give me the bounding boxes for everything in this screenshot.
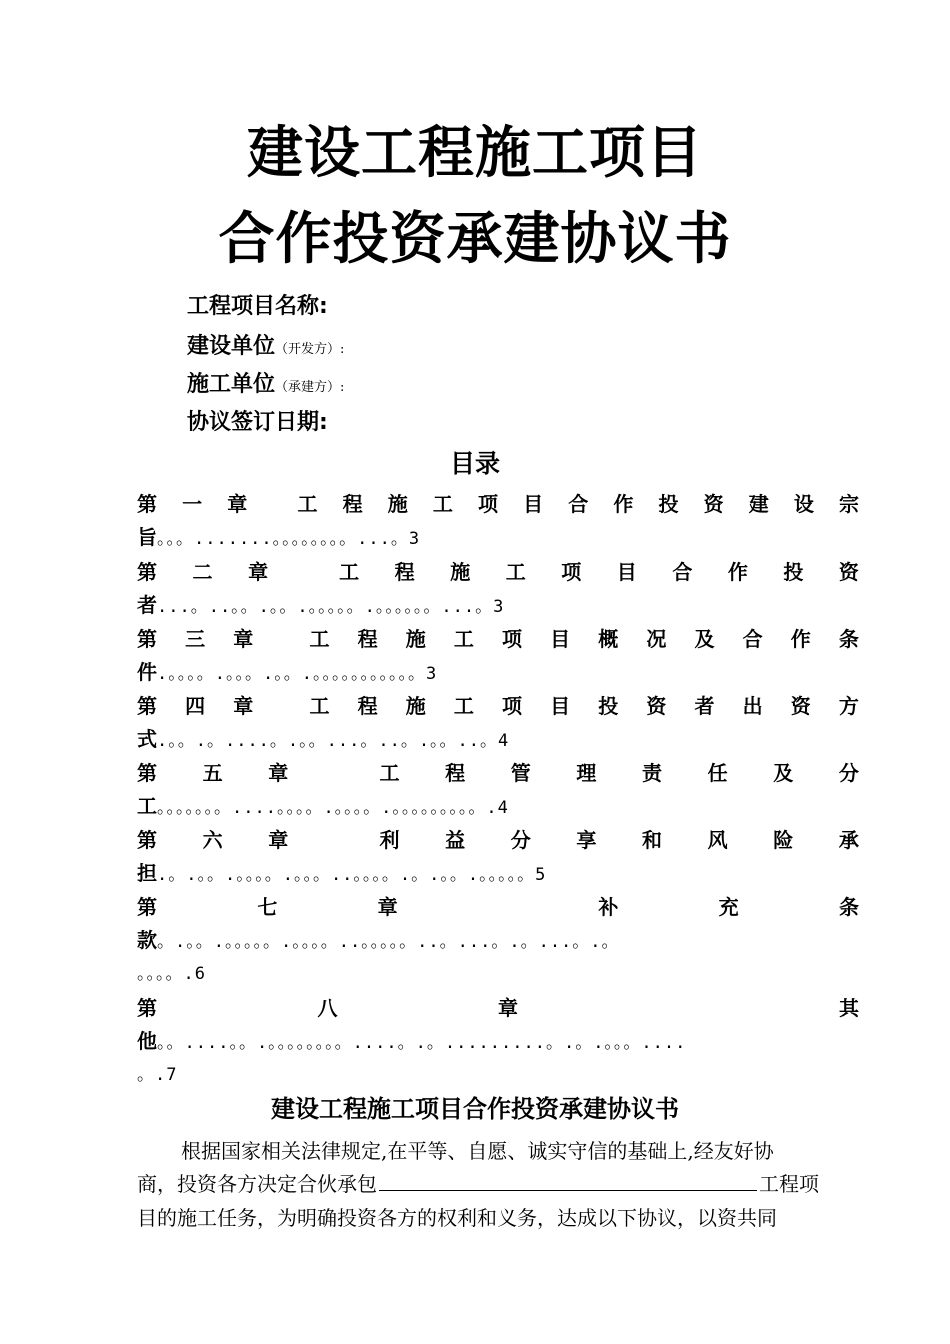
toc-entry-title (137, 993, 859, 1023)
toc-dots-and-page: 。。。。.6 (137, 964, 206, 984)
toc-title-char: 概 (598, 627, 619, 651)
toc-title-char: 程 (357, 694, 378, 718)
contractor-label (187, 370, 344, 403)
toc-entry-lead-char: 款 (137, 928, 157, 952)
toc-entry-title (137, 892, 859, 922)
toc-title-char: 第 (137, 560, 157, 584)
toc-title-char: 第 (137, 996, 157, 1020)
toc-entry-leader (137, 925, 859, 955)
document-heading: 建设工程施工项目合作投资承建协议书 (271, 1095, 679, 1123)
toc-entry-title (137, 825, 859, 855)
project-name-label (187, 292, 328, 322)
toc-entry-title (137, 557, 859, 587)
toc-title-char: 理 (576, 761, 597, 785)
toc-title-char: 责 (642, 761, 662, 785)
toc-title-char: 目 (523, 492, 544, 516)
toc-title-char: 作 (727, 560, 748, 584)
toc-title-char: 条 (838, 627, 859, 651)
toc-entry-lead-char: 者 (137, 593, 157, 617)
toc-entry-leader (137, 959, 859, 989)
toc-title-char: 第 (137, 492, 157, 516)
toc-title-char: 者 (694, 694, 715, 718)
toc-title-char: 施 (387, 492, 408, 516)
toc-title-char: 享 (576, 828, 597, 852)
toc-title-char: 施 (405, 627, 426, 651)
toc-title-char: 及 (694, 627, 715, 651)
toc-title-char: 施 (405, 694, 426, 718)
toc-dots-and-page: .。.。。.。。。。.。。。..。。。。.。.。。.。。。。。5 (157, 865, 547, 885)
toc-entry-leader (137, 1026, 859, 1056)
toc-title-char: 投 (658, 492, 679, 516)
toc-title-char: 合 (742, 627, 763, 651)
toc-entry-leader (137, 791, 859, 821)
contractor-note: （承建方）: (275, 380, 345, 395)
toc-dots-and-page: ...。..。。.。。.。。。。。.。。。。。。...。3 (157, 597, 505, 617)
toc-title-char: 八 (317, 996, 338, 1020)
toc-title-char: 资 (838, 560, 859, 584)
builder-label-text: 建设单位 (187, 334, 276, 359)
toc-title-char: 章 (233, 694, 254, 718)
toc-dots-and-page: 。。。。。。。....。。。。.。。。。.。。。。。。。。。.4 (157, 798, 509, 818)
toc-title-char: 工 (297, 492, 318, 516)
toc-title-char: 施 (450, 560, 471, 584)
toc-title-char: 益 (445, 828, 466, 852)
toc-title-char: 投 (783, 560, 804, 584)
toc-title-char: 目 (616, 560, 637, 584)
document-title-line-2: 合作投资承建协议书 (218, 207, 732, 272)
toc-title-char: 投 (598, 694, 619, 718)
toc-heading: 目录 (449, 449, 500, 478)
toc-title-char: 章 (248, 560, 269, 584)
toc-title-char: 工 (339, 560, 360, 584)
toc-entry-lead-char: 件 (137, 660, 157, 684)
toc-title-char: 程 (445, 761, 466, 785)
toc-title-char: 建 (748, 492, 769, 516)
toc-title-char: 承 (838, 828, 859, 852)
toc-title-char: 险 (773, 828, 794, 852)
toc-title-char: 合 (568, 492, 589, 516)
toc-title-char: 项 (561, 560, 582, 584)
paragraph-line-3: 目的施工任务，为明确投资各方的权利和义务，达成以下协议，以资共同 (137, 1206, 777, 1230)
toc-title-char: 其 (839, 996, 859, 1020)
toc-title-char: 充 (718, 895, 739, 919)
toc-title-char: 分 (510, 828, 531, 852)
document-title-line-1: 建设工程施工项目 (247, 121, 703, 186)
toc-title-char: 章 (227, 492, 248, 516)
toc-title-char: 二 (192, 560, 213, 584)
toc-dots-and-page: .。。。。.。。。.。。.。。。。。。。。。。。3 (157, 664, 438, 684)
toc-dots-and-page: 。。....。。.。。。。。。。。....。.。.........。.。.。。。.... (157, 1033, 687, 1053)
toc-entry-lead-char: 式 (137, 727, 157, 751)
toc-title-char: 工 (453, 627, 474, 651)
toc-title-char: 程 (394, 560, 415, 584)
builder-label (187, 332, 344, 365)
toc-entry-lead-char: 担 (137, 861, 157, 885)
builder-note: （开发方）: (275, 342, 345, 357)
toc-title-char: 补 (598, 895, 619, 919)
toc-title-char: 章 (498, 996, 518, 1020)
toc-title-char: 项 (502, 627, 522, 651)
toc-title-char: 工 (505, 560, 526, 584)
toc-title-char: 分 (838, 761, 859, 785)
toc-entry-lead-char: 旨 (137, 525, 157, 549)
toc-title-char: 项 (502, 694, 522, 718)
toc-entry-leader (137, 590, 859, 620)
toc-title-char: 第 (137, 694, 157, 718)
toc-title-char: 出 (742, 694, 763, 718)
toc-title-char: 资 (703, 492, 724, 516)
toc-title-char: 三 (185, 627, 206, 651)
toc-title-char: 四 (185, 694, 206, 718)
toc-entry-leader (137, 858, 859, 888)
toc-title-char: 作 (613, 492, 634, 516)
toc-title-char: 工 (453, 694, 474, 718)
toc-title-char: 利 (379, 828, 400, 852)
sign-date-label (187, 408, 328, 438)
toc-entry-leader (137, 724, 859, 754)
paragraph-line-2 (137, 1166, 859, 1202)
toc-title-char: 工 (309, 694, 330, 718)
toc-entry-title (137, 624, 859, 654)
toc-title-char: 设 (793, 492, 814, 516)
paragraph-line-2-end: 工程项 (759, 1172, 819, 1196)
paragraph-line-1: 根据国家相关法律规定,在平等、自愿、诚实守信的基础上,经友好协 (181, 1139, 774, 1163)
toc-title-char: 管 (510, 761, 531, 785)
toc-title-char: 第 (137, 828, 157, 852)
toc-title-char: 章 (268, 828, 289, 852)
toc-title-char: 第 (137, 895, 157, 919)
toc-title-char: 宗 (839, 492, 859, 516)
toc-title-char: 程 (357, 627, 378, 651)
toc-title-char: 目 (550, 694, 571, 718)
toc-entry-title (137, 691, 859, 721)
toc-dots-and-page: .。。.。....。.。。...。..。.。。..。4 (157, 731, 510, 751)
toc-entry-title (137, 489, 859, 519)
project-name-label-text: 工程项目名称: (187, 294, 328, 319)
toc-title-char: 六 (202, 828, 223, 852)
toc-title-char: 章 (268, 761, 289, 785)
toc-dots-and-page: 。。。.......。。。。。。。。...。3 (157, 529, 421, 549)
toc-title-char: 方 (838, 694, 859, 718)
toc-entry-title (137, 758, 859, 788)
toc-title-char: 资 (646, 694, 667, 718)
toc-title-char: 目 (550, 627, 571, 651)
toc-dots-and-page: 。.。。.。。。。。.。。。。..。。。。。..。...。.。...。.。 (157, 932, 620, 952)
toc-entry-lead-char: 工 (137, 794, 157, 818)
toc-dots-and-page: 。.7 (137, 1065, 178, 1085)
toc-title-char: 第 (137, 761, 157, 785)
contractor-label-text: 施工单位 (187, 372, 276, 397)
toc-title-char: 及 (773, 761, 794, 785)
toc-entry-leader (137, 657, 859, 687)
toc-title-char: 合 (672, 560, 693, 584)
toc-title-char: 七 (257, 895, 278, 919)
toc-title-char: 工 (309, 627, 330, 651)
toc-title-char: 一 (182, 492, 203, 516)
toc-title-char: 条 (838, 895, 859, 919)
toc-title-char: 任 (707, 761, 728, 785)
toc-title-char: 五 (202, 761, 223, 785)
toc-title-char: 章 (233, 627, 254, 651)
toc-title-char: 况 (646, 627, 667, 651)
toc-title-char: 工 (379, 761, 400, 785)
sign-date-label-text: 协议签订日期: (187, 410, 328, 435)
paragraph-line-2-start: 商，投资各方决定合伙承包 (137, 1172, 377, 1196)
toc-title-char: 工 (432, 492, 453, 516)
toc-title-char: 程 (342, 492, 363, 516)
toc-entry-lead-char: 他 (137, 1029, 157, 1053)
toc-title-char: 和 (642, 828, 662, 852)
toc-entry-leader (137, 1060, 859, 1090)
toc-entry-leader (137, 522, 859, 552)
toc-title-char: 项 (478, 492, 498, 516)
toc-title-char: 第 (137, 627, 157, 651)
toc-title-char: 资 (790, 694, 811, 718)
toc-title-char: 作 (790, 627, 811, 651)
toc-title-char: 章 (377, 895, 398, 919)
project-name-blank (379, 1168, 757, 1191)
toc-title-char: 风 (707, 828, 728, 852)
